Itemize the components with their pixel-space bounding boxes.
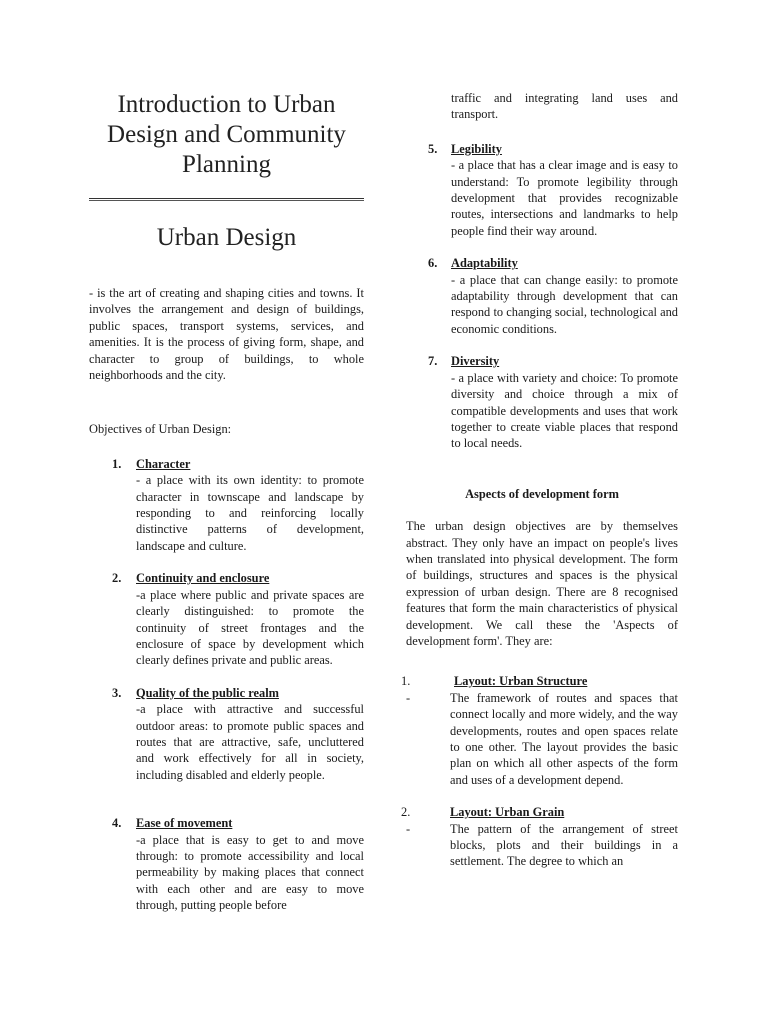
objective-number: 1. [112, 456, 122, 471]
objective-number: 6. [428, 256, 438, 271]
objectives-heading: Objectives of Urban Design: [89, 422, 232, 437]
objective-item-character [89, 456, 364, 554]
aspect-body: The framework of routes and spaces that connect locally and more widely, and the way developments, routes and open spaces relate to one other. The layout provides the basic plan on which all other aspects of the form and uses of a development depend. [450, 690, 678, 787]
continuation-text: traffic and integrating land uses and transport. [451, 91, 678, 122]
aspects-intro-paragraph: The urban design objectives are by themselves abstract. They only have an impact on people's lives when translated into physical development. The form of buildings, structures and spaces is the physical expression of urban design. There are 8 recognised features that form the main characteristics of physical development. We call these the 'Aspects of development form'. They are: [406, 519, 678, 648]
objective-item-legibility [406, 141, 678, 239]
document-title: Introduction to Urban Design and Community Planning [107, 91, 346, 178]
objective-number: 7. [428, 354, 438, 369]
objective-body: - a place that has a clear image and is easy to understand: To promote legibility through development that provides recognizable routes, intersections and landmarks to help people find their way around. [451, 158, 678, 238]
objective-body: -a place where public and private spaces are clearly distinguished: to promote the continuity of street frontages and the enclosure of space by development which clearly defines private and public areas. [136, 587, 364, 668]
objective-number: 3. [112, 685, 122, 700]
aspect-number: 2. [401, 805, 411, 820]
aspect-bullet: - [406, 821, 411, 836]
objective-body: -a place with attractive and successful outdoor areas: to promote public spaces and routes that are attractive, safe, uncluttered and work effectively for all in society, including disabled and elderly people. [136, 702, 364, 782]
objective-title: Ease of movement [136, 816, 233, 831]
aspect-title: Layout: Urban Structure [454, 674, 588, 689]
objective-number: 5. [428, 141, 438, 156]
right-column [401, 90, 678, 870]
aspect-number: 1. [401, 674, 411, 689]
objective-title: Legibility [451, 141, 502, 156]
objective-title: Adaptability [451, 256, 518, 271]
objective-item-diversity [406, 353, 678, 451]
aspect-bullet: - [406, 690, 411, 705]
objective-item-continuity [89, 570, 364, 668]
objective-number: 4. [112, 816, 122, 831]
aspect-body: The pattern of the arrangement of street blocks, plots and their buildings in a settlement. The degree to which an [450, 821, 678, 869]
title-divider [89, 198, 364, 199]
objective-body: - a place with variety and choice: To promote diversity and choice through a mix of compatible developments and uses that work together to create viable places that respond to local needs. [451, 370, 678, 451]
objective-item-public-realm [89, 685, 364, 783]
title-divider-secondary [89, 200, 364, 201]
objective-item-adaptability [406, 255, 678, 337]
left-column [89, 90, 364, 914]
objective-title: Quality of the public realm [136, 685, 279, 700]
aspects-heading: Aspects of development form [465, 486, 619, 501]
intro-paragraph: - is the art of creating and shaping cities and towns. It involves the arrangement and design of buildings, public spaces, transport systems, services, and amenities. It is the process of giving form, shape, and character to group of buildings, to whole neighborhoods and the city. [89, 286, 364, 383]
objective-number: 2. [112, 571, 122, 586]
section-title: Urban Design [156, 224, 297, 251]
objective-body: -a place that is easy to get to and move through: to promote accessibility and local permeability by making places that connect with each other and are easy to move through, putting people before [136, 832, 364, 913]
aspect-item-urban-grain [401, 804, 678, 870]
objective-item-ease-of-movement [89, 815, 364, 913]
aspect-item-urban-structure [401, 673, 678, 788]
objective-title: Diversity [451, 354, 500, 369]
objective-title: Character [136, 456, 191, 471]
aspect-title: Layout: Urban Grain [450, 805, 565, 820]
objective-title: Continuity and enclosure [136, 571, 270, 586]
objective-body: - a place that can change easily: to promote adaptability through development that can respond to changing social, technological and economic conditions. [451, 272, 678, 336]
objective-body: - a place with its own identity: to promote character in townscape and landscape by responding to and reinforcing locally distinctive patterns of development, landscape and culture. [136, 473, 364, 553]
